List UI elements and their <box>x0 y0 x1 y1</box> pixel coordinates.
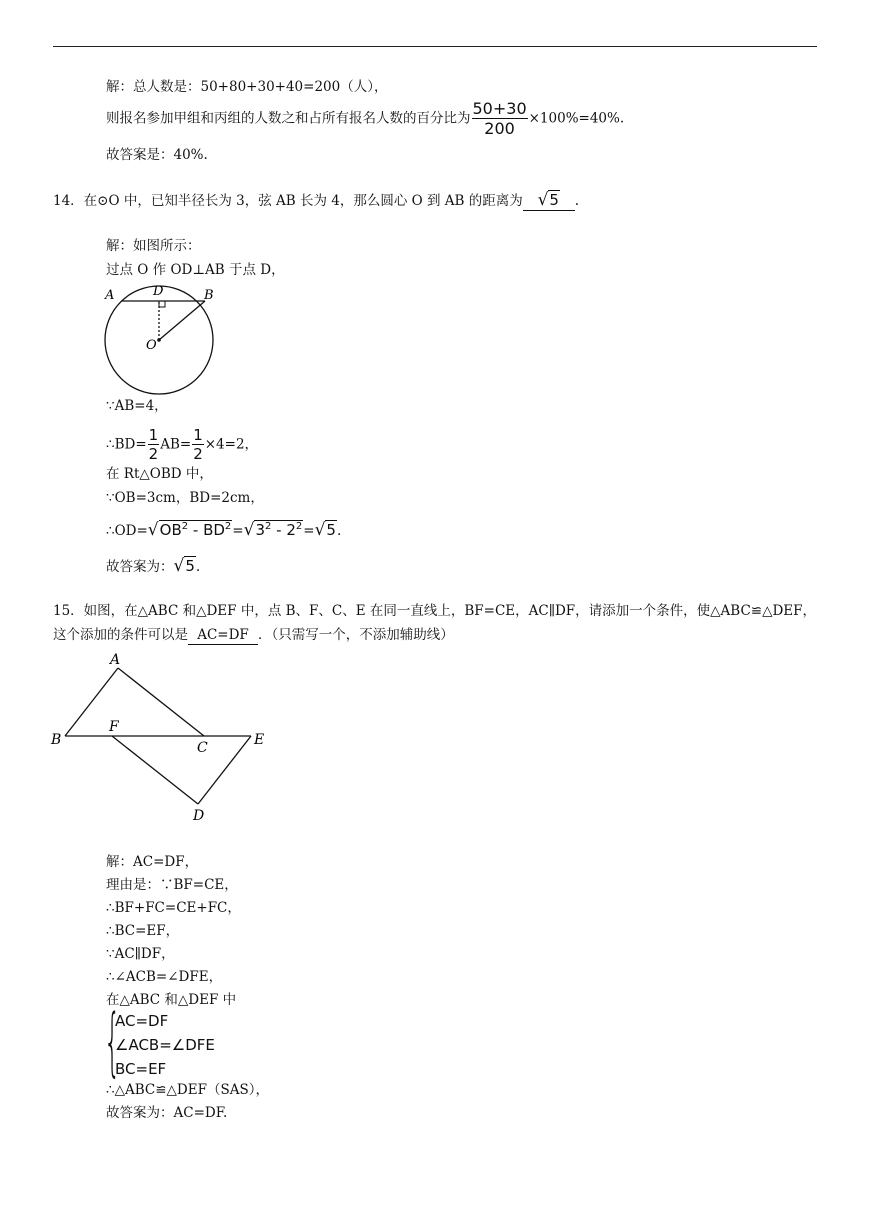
q15-sol-3: ∴BF+FC=CE+FC， <box>106 900 241 916</box>
q15-answer-blank: AC=DF <box>188 626 258 645</box>
q13-fraction-denominator: 200 <box>484 119 515 138</box>
radical-3: √ <box>314 520 326 540</box>
q13-line-2 <box>106 101 624 137</box>
radicand-1-exp-a: 2 <box>181 521 189 532</box>
q14-sol-8-text: 故答案为： <box>106 559 174 575</box>
q14-answer-blank <box>523 191 575 211</box>
point-o <box>157 338 161 342</box>
q15-stem-2-end: ．（只需写一个，不添加辅助线） <box>258 627 454 643</box>
q13-fraction-numerator: 50+30 <box>472 99 527 118</box>
radicand-2-minus-two: - 2 <box>271 521 296 539</box>
q14-answer-radicand: 5 <box>549 191 559 209</box>
right-angle-mark <box>159 301 165 307</box>
q14-sol-3: ∵AB=4， <box>106 398 168 414</box>
label-d: D <box>153 284 164 299</box>
label-b: B <box>51 732 62 748</box>
half-fraction-2-den: 2 <box>193 445 203 463</box>
circle-diagram <box>102 282 232 397</box>
label-a: A <box>110 652 121 668</box>
label-o: O <box>146 338 157 353</box>
radicand-2-three: 3 <box>255 521 265 539</box>
radical-4: √ <box>173 556 185 576</box>
q14-sol-4-mid: AB= <box>160 436 192 453</box>
q14-sol-4-start: ∴BD= <box>106 436 147 453</box>
q14-stem <box>53 191 579 211</box>
radicand-4: 5 <box>185 557 195 575</box>
radicand-1-ob: OB <box>159 521 182 539</box>
half-fraction-2-num: 1 <box>193 426 203 444</box>
q14-sol-7-start: ∴OD= <box>106 523 148 539</box>
q14-sol-6: ∵OB=3cm，BD=2cm， <box>106 490 264 506</box>
radicand-1 <box>159 520 233 539</box>
q14-sol-8 <box>106 557 200 576</box>
q13-line-3: 故答案是：40%. <box>106 147 208 163</box>
q15-stem-1: 15．如图，在△ABC 和△DEF 中，点 B、F、C、E 在同一直线上，BF=CE，AC∥DF，请添加一个条件，使△ABC≌△DEF， <box>53 603 817 619</box>
q14-sol-7-eq-2: = <box>303 523 315 539</box>
q14-stem-end: . <box>574 193 580 209</box>
q14-sol-4-end: ×4=2， <box>204 436 259 453</box>
half-fraction-1 <box>148 428 160 462</box>
header-rule <box>53 46 817 47</box>
q15-sol-1: 解：AC=DF， <box>106 854 199 870</box>
q14-sol-7-eq-1: = <box>232 523 244 539</box>
half-fraction-1-den: 2 <box>148 445 159 463</box>
q15-sol-8: ∴△ABC≌△DEF（SAS）， <box>106 1082 269 1098</box>
q13-line-2-text: 则报名参加甲组和丙组的人数之和占所有报名人数的百分比为 <box>106 110 471 127</box>
q14-sol-7-end: . <box>336 523 342 539</box>
q15-sol-4: ∴BC=EF， <box>106 923 180 939</box>
segment-ob <box>159 301 205 340</box>
system-brace: { <box>104 999 121 1085</box>
label-f: F <box>109 719 119 735</box>
radicand-2-exp-a: 2 <box>265 521 272 532</box>
q14-sol-2: 过点 O 作 OD⊥AB 于点 D， <box>106 262 285 278</box>
q15-stem-2-text: 这个添加的条件可以是 <box>53 627 188 643</box>
system-row-1: AC=DF <box>115 1012 169 1030</box>
q15-stem-2 <box>53 626 454 645</box>
half-fraction-2 <box>192 428 204 462</box>
q13-fraction <box>472 101 528 137</box>
label-a: A <box>105 288 115 303</box>
segment-ac <box>118 668 204 736</box>
q15-sol-5: ∵AC∥DF， <box>106 946 175 962</box>
triangle-diagram <box>48 648 278 828</box>
q14-sol-4 <box>106 428 258 462</box>
radicand-1-exp-b: 2 <box>224 521 232 532</box>
segment-fd <box>112 736 198 804</box>
q15-sol-6: ∴∠ACB=∠DFE， <box>106 969 223 985</box>
q14-sol-8-end: . <box>195 559 201 575</box>
q15-sol-9: 故答案为：AC=DF. <box>106 1105 228 1121</box>
q14-answer-radical: √ <box>537 190 549 210</box>
label-b: B <box>204 288 214 303</box>
q14-sol-5: 在 Rt△OBD 中， <box>106 466 213 482</box>
label-e: E <box>254 732 265 748</box>
radicand-3: 5 <box>326 521 336 539</box>
q15-sol-7: 在△ABC 和△DEF 中 <box>106 992 237 1008</box>
half-fraction-1-num: 1 <box>148 426 159 444</box>
q15-sol-2: 理由是：∵BF=CE， <box>106 877 238 893</box>
radicand-2-exp-b: 2 <box>295 521 303 532</box>
system-row-3: BC=EF <box>115 1060 167 1078</box>
system-row-2: ∠ACB=∠DFE <box>115 1036 215 1054</box>
q14-sol-7 <box>106 518 341 540</box>
q13-line-1: 解：总人数是：50+80+30+40=200（人）， <box>106 79 388 95</box>
q14-sol-1: 解：如图所示： <box>106 238 201 254</box>
q13-line-2-end: ×100%=40%. <box>528 110 625 127</box>
radicand-2 <box>254 520 303 539</box>
label-c: C <box>197 740 208 756</box>
radicand-1-minus: - BD <box>188 521 225 539</box>
label-d: D <box>193 808 205 824</box>
q14-stem-text: 14．在⊙O 中，已知半径长为 3，弦 AB 长为 4，那么圆心 O 到 AB 的距离为 <box>53 193 523 209</box>
radical-2: √ <box>243 520 255 540</box>
radical-1: √ <box>147 520 159 540</box>
